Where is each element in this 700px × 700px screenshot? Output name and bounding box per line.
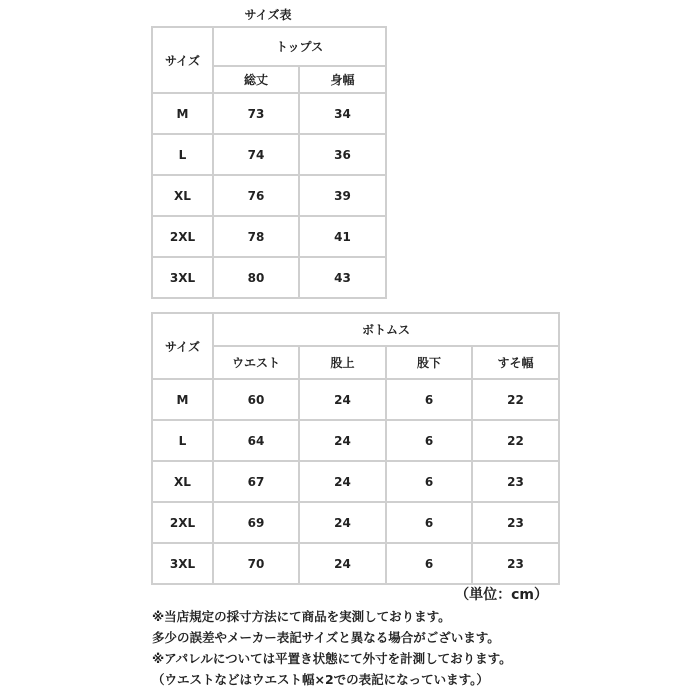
- value-cell: 69: [213, 502, 299, 543]
- table-row: [152, 543, 559, 584]
- table-row: [152, 216, 386, 257]
- size-cell: M: [152, 93, 213, 134]
- size-cell: 3XL: [152, 257, 213, 298]
- value-cell: 6: [386, 543, 472, 584]
- table-row: [152, 461, 559, 502]
- size-cell: 3XL: [152, 543, 213, 584]
- size-cell: M: [152, 379, 213, 420]
- table-row: [152, 175, 386, 216]
- value-cell: 43: [299, 257, 386, 298]
- bottoms-size-table: [151, 312, 560, 585]
- table-row: [152, 379, 559, 420]
- table-row: [152, 502, 559, 543]
- unit-label: （単位：cm）: [455, 587, 548, 603]
- size-cell: XL: [152, 461, 213, 502]
- value-cell: 24: [299, 502, 386, 543]
- value-cell: 73: [213, 93, 299, 134]
- value-cell: 22: [472, 379, 559, 420]
- size-header: サイズ: [152, 313, 213, 379]
- value-cell: 6: [386, 420, 472, 461]
- column-header: ウエスト: [213, 346, 299, 379]
- value-cell: 6: [386, 379, 472, 420]
- value-cell: 36: [299, 134, 386, 175]
- value-cell: 24: [299, 543, 386, 584]
- value-cell: 67: [213, 461, 299, 502]
- size-header: サイズ: [152, 27, 213, 93]
- value-cell: 23: [472, 543, 559, 584]
- note-line: ※当店規定の採寸方法にて商品を実測しております。: [152, 609, 451, 624]
- value-cell: 24: [299, 379, 386, 420]
- value-cell: 76: [213, 175, 299, 216]
- size-cell: 2XL: [152, 216, 213, 257]
- value-cell: 80: [213, 257, 299, 298]
- size-cell: L: [152, 420, 213, 461]
- note-line: ※アパレルについては平置き状態にて外寸を計測しております。: [152, 651, 512, 666]
- notes: [152, 606, 512, 690]
- tops-size-table: [151, 26, 387, 299]
- table-row: [152, 134, 386, 175]
- size-cell: L: [152, 134, 213, 175]
- note-line: （ウエストなどはウエスト幅×2での表記になっています。）: [152, 672, 489, 687]
- note-line: 多少の誤差やメーカー表記サイズと異なる場合がございます。: [152, 630, 500, 645]
- value-cell: 60: [213, 379, 299, 420]
- value-cell: 64: [213, 420, 299, 461]
- value-cell: 70: [213, 543, 299, 584]
- value-cell: 23: [472, 461, 559, 502]
- size-cell: XL: [152, 175, 213, 216]
- table-row: [152, 420, 559, 461]
- table-row: [152, 93, 386, 134]
- value-cell: 24: [299, 461, 386, 502]
- value-cell: 41: [299, 216, 386, 257]
- tops-header: トップス: [213, 27, 386, 66]
- value-cell: 6: [386, 461, 472, 502]
- value-cell: 24: [299, 420, 386, 461]
- bottoms-header: ボトムス: [213, 313, 559, 346]
- chart-title: サイズ表: [244, 8, 292, 22]
- value-cell: 39: [299, 175, 386, 216]
- value-cell: 22: [472, 420, 559, 461]
- value-cell: 74: [213, 134, 299, 175]
- column-header: 股下: [386, 346, 472, 379]
- column-header: 総丈: [213, 66, 299, 93]
- value-cell: 78: [213, 216, 299, 257]
- column-header: すそ幅: [472, 346, 559, 379]
- table-row: [152, 257, 386, 298]
- value-cell: 6: [386, 502, 472, 543]
- column-header: 身幅: [299, 66, 386, 93]
- value-cell: 34: [299, 93, 386, 134]
- column-header: 股上: [299, 346, 386, 379]
- value-cell: 23: [472, 502, 559, 543]
- size-cell: 2XL: [152, 502, 213, 543]
